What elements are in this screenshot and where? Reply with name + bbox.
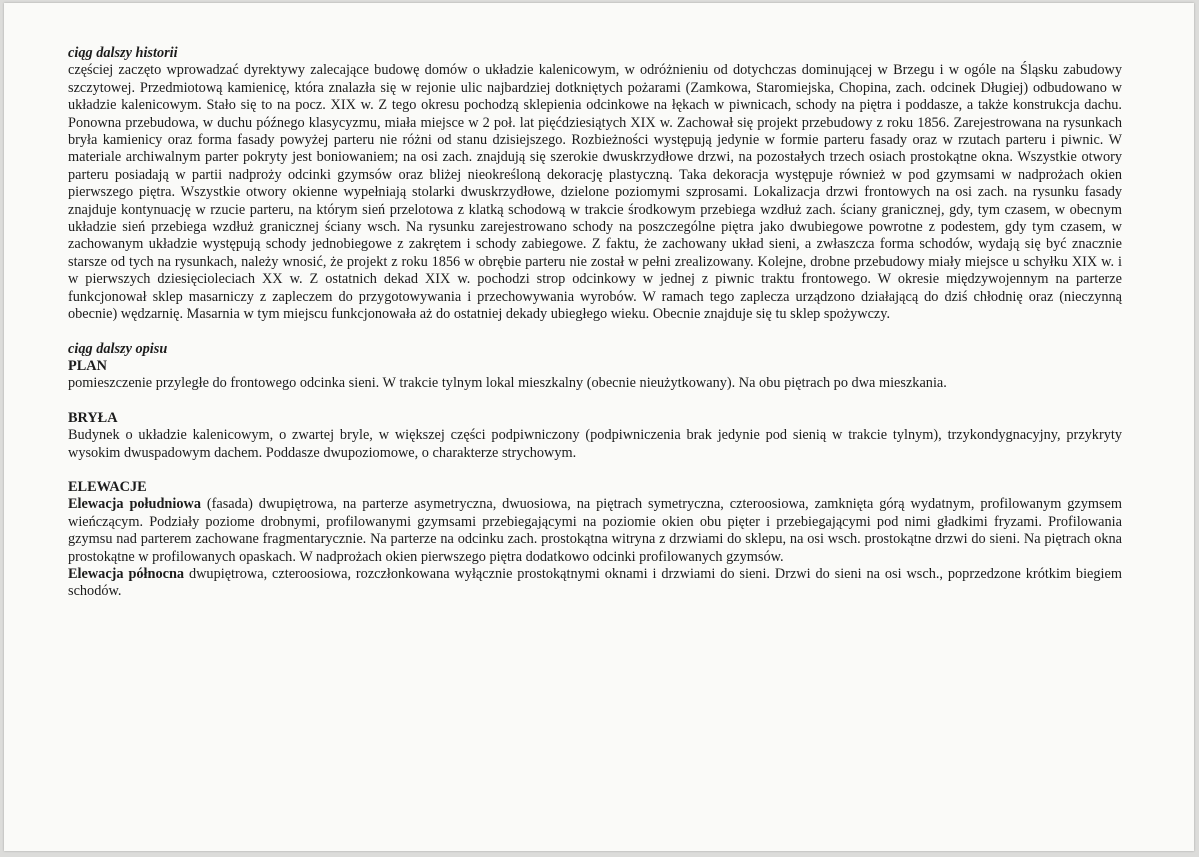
north-elevation-text: dwupiętrowa, czteroosiowa, rozczłonkowana wyłącznie prostokątnymi oknami i drzwiami do sieni. Drzwi do sieni na osi wsch., poprzedzone krótkim biegiem schodów.	[68, 565, 1122, 600]
description-heading: ciąg dalszy opisu	[68, 340, 168, 357]
plan-paragraph: pomieszczenie przyległe do frontowego odcinka sieni. W trakcie tylnym lokal mieszkalny (obecnie nieużytkowany). Na obu piętrach po dwa mieszkania.	[68, 375, 947, 392]
north-elevation-paragraph	[68, 566, 1122, 601]
north-elevation-label: Elewacja północna	[68, 565, 185, 582]
bryla-paragraph: Budynek o układzie kalenicowym, o zwartej bryle, w większej części podpiwniczony (podpiwniczenia brak jedynie pod sienią w trakcie tylnym), trzykondygnacyjny, przykryty wysokim dwuspadowym dachem. Poddasze dwupoziomowe, o charakterze strychowym.	[68, 427, 1122, 461]
spacer	[68, 462, 1122, 479]
south-elevation-text: (fasada) dwupiętrowa, na parterze asymetryczna, dwuosiowa, na piętrach symetryczna, czteroosiowa, zamknięta górą wydatnym, profilowanym gzymsem wieńczącym. Podziały poziome drobnymi, profilowanymi gzymsami przebiegającymi na poziomie okien obu pięter i przebiegającymi pod nimi gładkimi fryzami. Profilowania gzymsu nad parterem zachowane fragmentarycznie. Na parterze na odcinku zach. prostokątna witryna z drzwiami do sklepu, na osi wsch. prostokątne drzwi do sieni. Na piętrach okna prostokątne w profilowanych opaskach. W nadprożach okien pierwszego piętra dodatkowo odcinki profilowanych gzymsów.	[68, 496, 1122, 565]
south-elevation-paragraph	[68, 496, 1122, 566]
spacer	[68, 393, 1122, 410]
elewacje-heading: ELEWACJE	[68, 478, 147, 495]
south-elevation-label: Elewacja południowa	[68, 496, 201, 513]
history-heading: ciąg dalszy historii	[68, 45, 178, 61]
document-page	[4, 3, 1194, 851]
bryla-heading: BRYŁA	[68, 409, 118, 426]
spacer	[68, 324, 1122, 341]
document-content	[68, 45, 1122, 601]
plan-heading: PLAN	[68, 357, 107, 374]
history-paragraph: częściej zaczęto wprowadzać dyrektywy zalecające budowę domów o układzie kalenicowym, w odróżnieniu od dotychczas dominującej w Brzegu i w ogóle na Śląsku zabudowy szczytowej. Przedmiotową kamienicę, która znalazła się w rejonie ulic najbardziej dotkniętych pożarami (Zamkowa, Staromiejska, Chopina, zach. odcinek Długiej) odbudowano w układzie kalenicowym. Stało się to na pocz. XIX w. Z tego okresu pochodzą sklepienia odcinkowe na łękach w piwnicach, schody na piętra i poddasze, a także konstrukcja dachu. Ponowna przebudowa, w duchu późnego klasycyzmu, miała miejsce w 2 poł. lat pięćdziesiątych XIX w. Zachował się projekt przebudowy z roku 1856. Zarejestrowana na rysunkach bryła kamienicy oraz forma fasady powyżej parteru nie różni od stanu dzisiejszego. Rozbieżności występują jedynie w formie parteru fasady oraz w rzutach parteru i piwnic. W materiale archiwalnym parter pokryty jest boniowaniem; na osi zach. znajdują się szerokie dwuskrzydłowe drzwi, na pozostałych trzech osiach prostokątne okna. Wszystkie otwory parteru posiadają w partii nadproży odcinki gzymsów oraz bliżej nieokreśloną dekorację plastyczną. Taka dekoracja występuje również w pod gzymsami w nadprożach okien pierwszego piętra. Wszystkie otwory okienne wypełniają stolarki dwuskrzydłowe, dzielone poziomymi szprosami. Lokalizacja drzwi frontowych na osi zach. na rysunku fasady znajduje kontynuację w rzucie parteru, na którym sień przelotowa z klatką schodową w trakcie środkowym przebiega wzdłuż zach. ściany granicznej, gdy, tym czasem, w obecnym układzie sień przebiega wzdłuż granicznej ściany wsch. Na rysunku zarejestrowano schody na poszczególne piętra jako dwubiegowe powrotne z podestem, gdy tym czasem, w zachowanym układzie występują schody jednobiegowe z zakrętem i schody zabiegowe. Z faktu, że zachowany układ sieni, a zwłaszcza forma schodów, wydają się być znacznie starsze od tych na rysunkach, należy wnosić, że projekt z roku 1856 w obrębie parteru nie został w pełni zrealizowany. Kolejne, drobne przebudowy miały miejsce u schyłku XIX w. i w pierwszych dziesięcioleciach XX w. Z ostatnich dekad XIX w. pochodzi strop odcinkowy w jednej z piwnic traktu frontowego. W okresie międzywojennym na parterze funkcjonował sklep masarniczy z zapleczem do przygotowywania i przechowywania wyrobów. W ramach tego zaplecza urządzono działającą do dziś chłodnię oraz (nieczynną obecnie) wędzarnię. Masarnia w tym miejscu funkcjonowała aż do ostatniej dekady ubiegłego wieku. Obecnie znajduje się tu sklep spożywczy.	[68, 62, 1122, 323]
